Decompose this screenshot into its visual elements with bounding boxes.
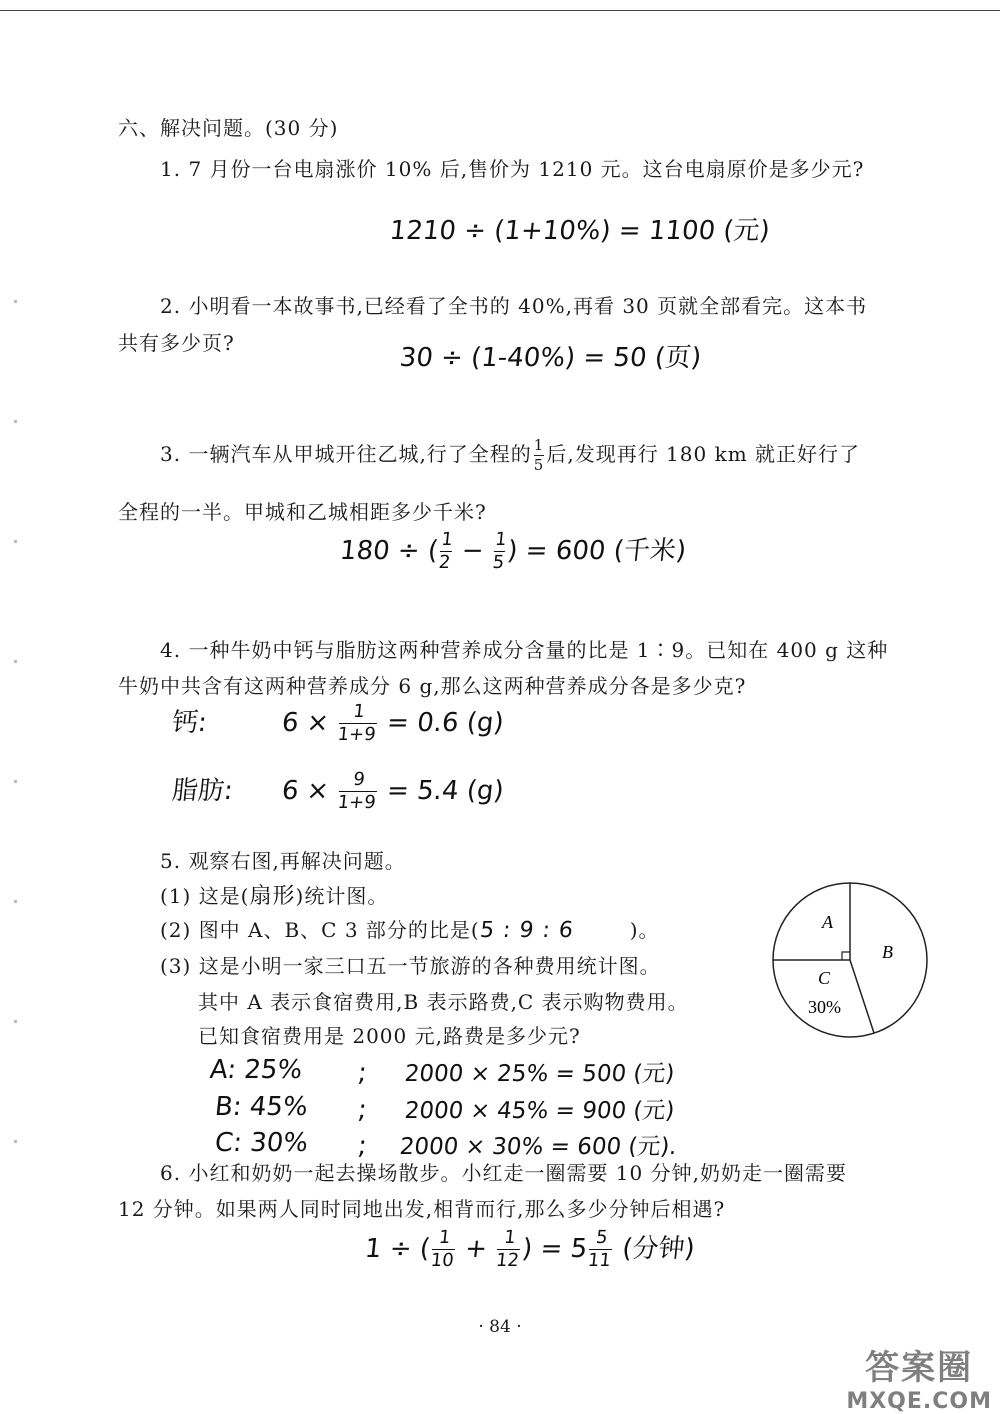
q4-calcium-frac: $\frac{1}{1+9}$ xyxy=(336,701,377,745)
q3-post: 后,发现再行 180 km 就正好行了 xyxy=(546,442,861,466)
q3-answer: 180 ÷ ( $\frac{1}{2}$ − $\frac{1}{5}$ ) = 600 (千米) xyxy=(338,529,688,573)
margin-dot xyxy=(14,420,17,423)
q6-frac2: $\frac{1}{12}$ xyxy=(494,1227,521,1271)
margin-dot xyxy=(14,1020,17,1023)
q2-answer: 30 ÷ (1-40%) = 50 (页) xyxy=(398,343,703,373)
q3-pre: 3. 一辆汽车从甲城开往乙城,行了全程的 xyxy=(160,442,532,466)
q4-fat-work: 脂肪: 6 × $\frac{9}{1+9}$ = 5.4 (g) xyxy=(170,769,506,813)
q5-s3-line1: (3) 这是小明一家三口五一节旅游的各种费用统计图。 xyxy=(160,954,661,978)
watermark-logo: 答案圈 MXQE.COM xyxy=(846,1348,992,1414)
q5-s3-line3: 已知食宿费用是 2000 元,路费是多少元? xyxy=(198,1024,581,1048)
q5-s3-line2: 其中 A 表示食宿费用,B 表示路费,C 表示购物费用。 xyxy=(198,990,689,1014)
q1-answer: 1210 ÷ (1+10%) = 1100 (元) xyxy=(388,216,772,246)
q3-answer-frac1: $\frac{1}{2}$ xyxy=(437,529,454,573)
q5-s1: (1) 这是(扇形)统计图。 xyxy=(160,884,389,909)
q2-line1: 2. 小明看一本故事书,已经看了全书的 40%,再看 30 页就全部看完。这本书 xyxy=(160,294,868,318)
q5-title: 5. 观察右图,再解决问题。 xyxy=(160,849,406,873)
margin-dot xyxy=(14,660,17,663)
q4-calcium-work: 钙: 6 × $\frac{1}{1+9}$ = 0.6 (g) xyxy=(170,701,506,745)
q3-line1 xyxy=(160,438,860,473)
margin-dot xyxy=(14,780,17,783)
q6-line1: 6. 小红和奶奶一起去操场散步。小红走一圈需要 10 分钟,奶奶走一圈需要 xyxy=(160,1161,847,1185)
q5-s2: (2) 图中 A、B、C 3 部分的比是(5 : 9 : 6 )。 xyxy=(160,918,660,943)
q2-line2: 共有多少页? xyxy=(118,331,235,355)
q5-work-a-left: A: 25% xyxy=(208,1055,304,1085)
q5-s1-answer: 扇形 xyxy=(249,884,296,909)
q5-work-c-sep: ; xyxy=(356,1131,369,1161)
pie-label-c-pct: 30% xyxy=(808,997,841,1017)
q5-work-a-sep: ; xyxy=(356,1058,369,1088)
top-rule xyxy=(0,10,1000,11)
q6-line2: 12 分钟。如果两人同时同地出发,相背而行,那么多少分钟后相遇? xyxy=(118,1197,726,1221)
margin-dot xyxy=(14,1140,17,1143)
page-number: · 84 · xyxy=(478,1317,522,1337)
q6-frac1: $\frac{1}{10}$ xyxy=(429,1227,455,1271)
q6-answer: 1 ÷ ( $\frac{1}{10}$ + $\frac{1}{12}$ ) = 5 $\frac{5}{11}$ (分钟) xyxy=(363,1227,697,1271)
q5-work-b-right: 2000 × 45% = 900 (元) xyxy=(403,1098,676,1124)
q5-work-a-right: 2000 × 25% = 500 (元) xyxy=(403,1061,676,1087)
margin-dot xyxy=(14,300,17,303)
q4-fat-frac: $\frac{9}{1+9}$ xyxy=(336,769,377,813)
q4-line2: 牛奶中共含有这两种营养成分 6 g,那么这两种营养成分各是多少克? xyxy=(118,674,747,698)
pie-chart xyxy=(770,880,930,1040)
pie-divider-bottom xyxy=(850,960,874,1033)
margin-dot xyxy=(14,900,17,903)
q5-work-b-sep: ; xyxy=(356,1095,369,1125)
q3-answer-frac2: $\frac{1}{5}$ xyxy=(491,529,508,573)
q5-work-c-right: 2000 × 30% = 600 (元). xyxy=(398,1134,679,1160)
pie-label-b: B xyxy=(882,942,893,962)
q3-line2: 全程的一半。甲城和乙城相距多少千米? xyxy=(118,500,487,524)
q3-fraction: $\frac{1}{5}$ xyxy=(533,436,545,474)
pie-label-c: C xyxy=(818,968,831,988)
q6-mixed-frac: $\frac{5}{11}$ xyxy=(586,1227,612,1271)
q1-text: 1. 7 月份一台电扇涨价 10% 后,售价为 1210 元。这台电扇原价是多少元? xyxy=(160,157,865,181)
margin-dot xyxy=(14,540,17,543)
right-angle-mark xyxy=(842,952,850,960)
q5-work-c-left: C: 30% xyxy=(213,1128,310,1158)
q5-work-b-left: B: 45% xyxy=(213,1092,310,1122)
q5-s2-answer: 5 : 9 : 6 xyxy=(478,918,575,943)
section-title: 六、解决问题。(30 分) xyxy=(118,116,339,140)
pie-label-a: A xyxy=(822,912,833,932)
q4-line1: 4. 一种牛奶中钙与脂肪这两种营养成分含量的比是 1∶9。已知在 400 g 这种 xyxy=(160,638,889,662)
